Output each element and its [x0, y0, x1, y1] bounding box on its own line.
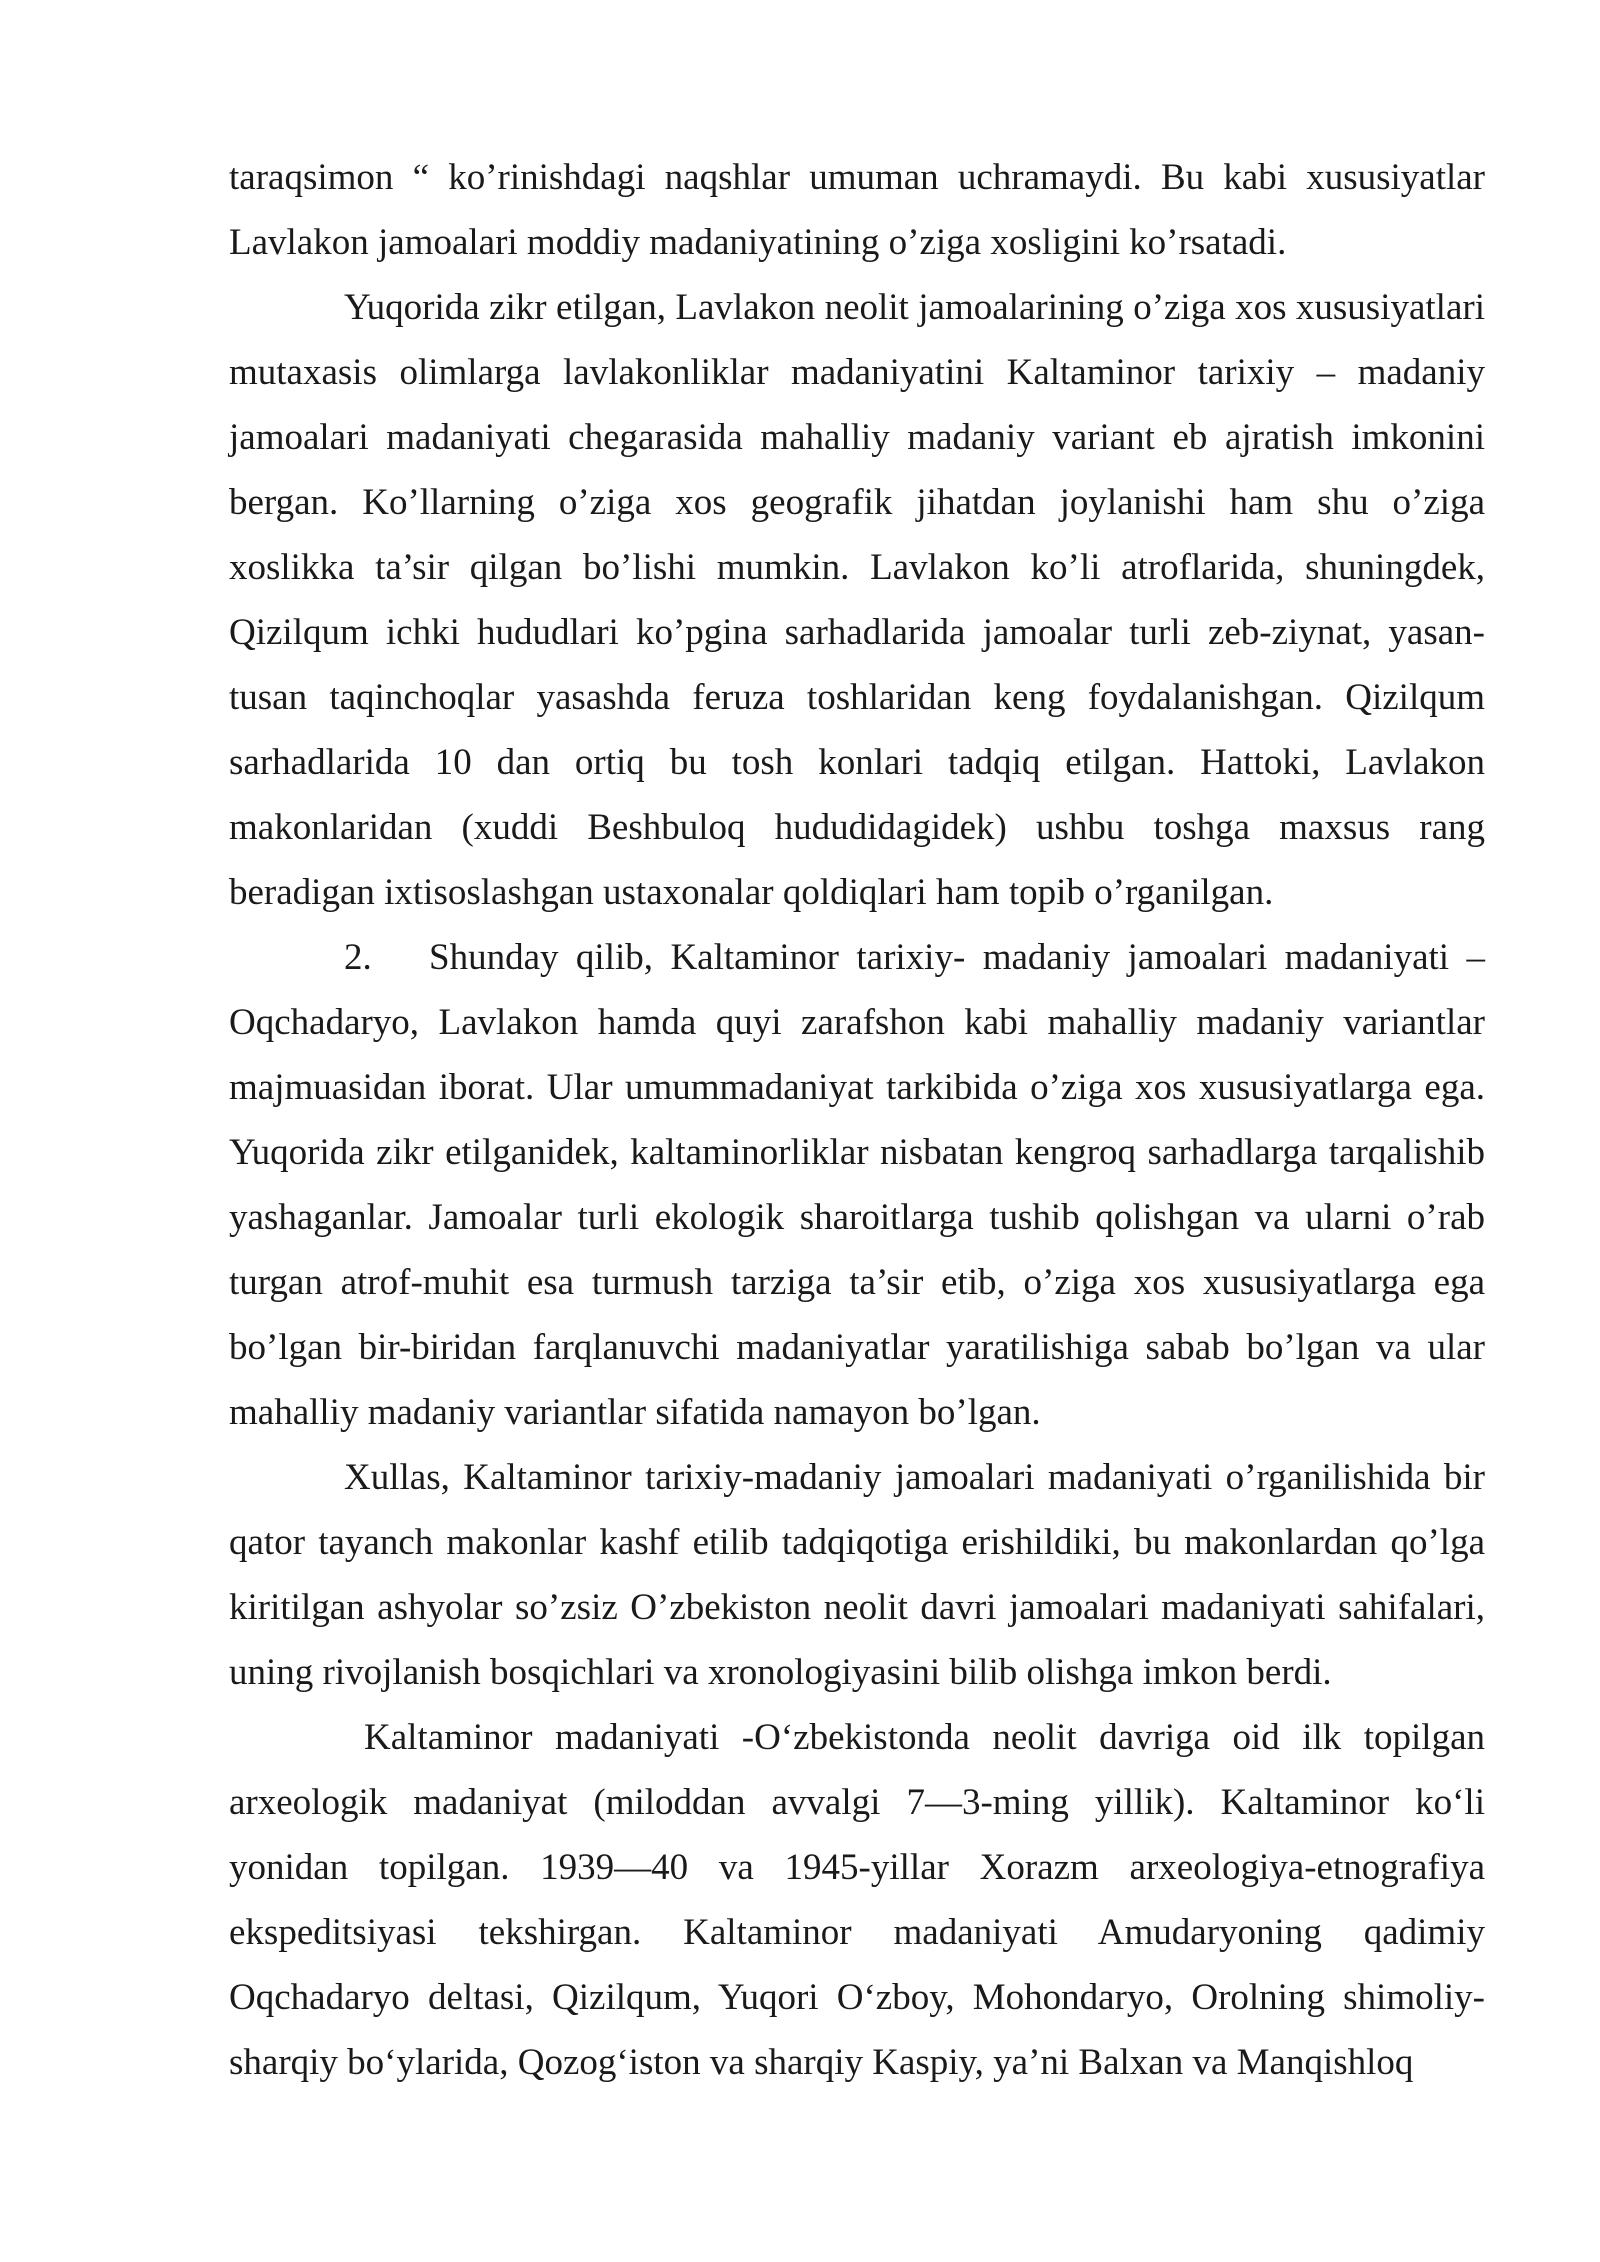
- paragraph-4-text: Xullas, Kaltaminor tarixiy-madaniy jamoalari madaniyati o’rganilishida bir qator tayanch makonlar kashf etilib tadqiqotiga erishildiki, bu makonlardan qo’lga kiritilgan ashyolar so’zsiz O’zbekiston neolit davri jamoalari madaniyati sahifalari, uning rivojlanish bosqichlari va xronologiyasini bilib olishga imkon berdi.: [229, 1457, 1485, 1693]
- paragraph-5-text: Kaltaminor madaniyati -O‘zbekistonda neolit davriga oid ilk topilgan arxeologik madaniyat (miloddan avvalgi 7—3-ming yillik). Kaltaminor ko‘li yonidan topilgan. 1939—40 va 1945-yillar Xorazm arxeologiya-etnografiya ekspeditsiyasi tekshirgan. Kaltaminor madaniyati Amudaryoning qadimiy Oqchadaryo deltasi, Qizilqum, Yuqori O‘zboy, Mohondaryo, Orolning shimoliy-sharqiy bo‘ylarida, Qozog‘iston va sharqiy Kaspiy, ya’ni Balxan va Manqishloq: [229, 1717, 1485, 2083]
- paragraph-1: [229, 145, 1485, 275]
- paragraph-4: [229, 1445, 1485, 1705]
- paragraph-2-text: Yuqorida zikr etilgan, Lavlakon neolit jamoalarining o’ziga xos xususiyatlari mutaxasis olimlarga lavlakonliklar madaniyatini Kaltaminor tarixiy – madaniy jamoalari madaniyati chegarasida mahalliy madaniy variant eb ajratish imkonini bergan. Ko’llarning o’ziga xos geografik jihatdan joylanishi ham shu o’ziga xoslikka ta’sir qilgan bo’lishi mumkin. Lavlakon ko’li atroflarida, shuningdek, Qizilqum ichki hududlari ko’pgina sarhadlarida jamoalar turli zeb-ziynat, yasan-tusan taqinchoqlar yasashda feruza toshlaridan keng foydalanishgan. Qizilqum sarhadlarida 10 dan ortiq bu tosh konlari tadqiq etilgan. Hattoki, Lavlakon makonlaridan (xuddi Beshbuloq hududidagidek) ushbu toshga maxsus rang beradigan ixtisoslashgan ustaxonalar qoldiqlari ham topib o’rganilgan.: [229, 287, 1485, 913]
- paragraph-5: [229, 1705, 1485, 2095]
- list-number-marker: 2.: [344, 937, 372, 978]
- paragraph-3-text: Shunday qilib, Kaltaminor tarixiy- madaniy jamoalari madaniyati – Oqchadaryo, Lavlakon hamda quyi zarafshon kabi mahalliy madaniy variantlar majmuasidan iborat. Ular umummadaniyat tarkibida o’ziga xos xususiyatlarga ega. Yuqorida zikr etilganidek, kaltaminorliklar nisbatan kengroq sarhadlarga tarqalishib yashaganlar. Jamoalar turli ekologik sharoitlarga tushib qolishgan va ularni o’rab turgan atrof-muhit esa turmush tarziga ta’sir etib, o’ziga xos xususiyatlarga ega bo’lgan bir-biridan farqlanuvchi madaniyatlar yaratilishiga sabab bo’lgan va ular mahalliy madaniy variantlar sifatida namayon bo’lgan.: [229, 937, 1485, 1433]
- paragraph-1-text: taraqsimon “ ko’rinishdagi naqshlar umuman uchramaydi. Bu kabi xususiyatlar Lavlakon jamoalari moddiy madaniyatining o’ziga xosligini ko’rsatadi.: [229, 157, 1485, 263]
- paragraph-3: [229, 925, 1485, 1445]
- paragraph-2: [229, 275, 1485, 925]
- document-page: [229, 145, 1485, 2095]
